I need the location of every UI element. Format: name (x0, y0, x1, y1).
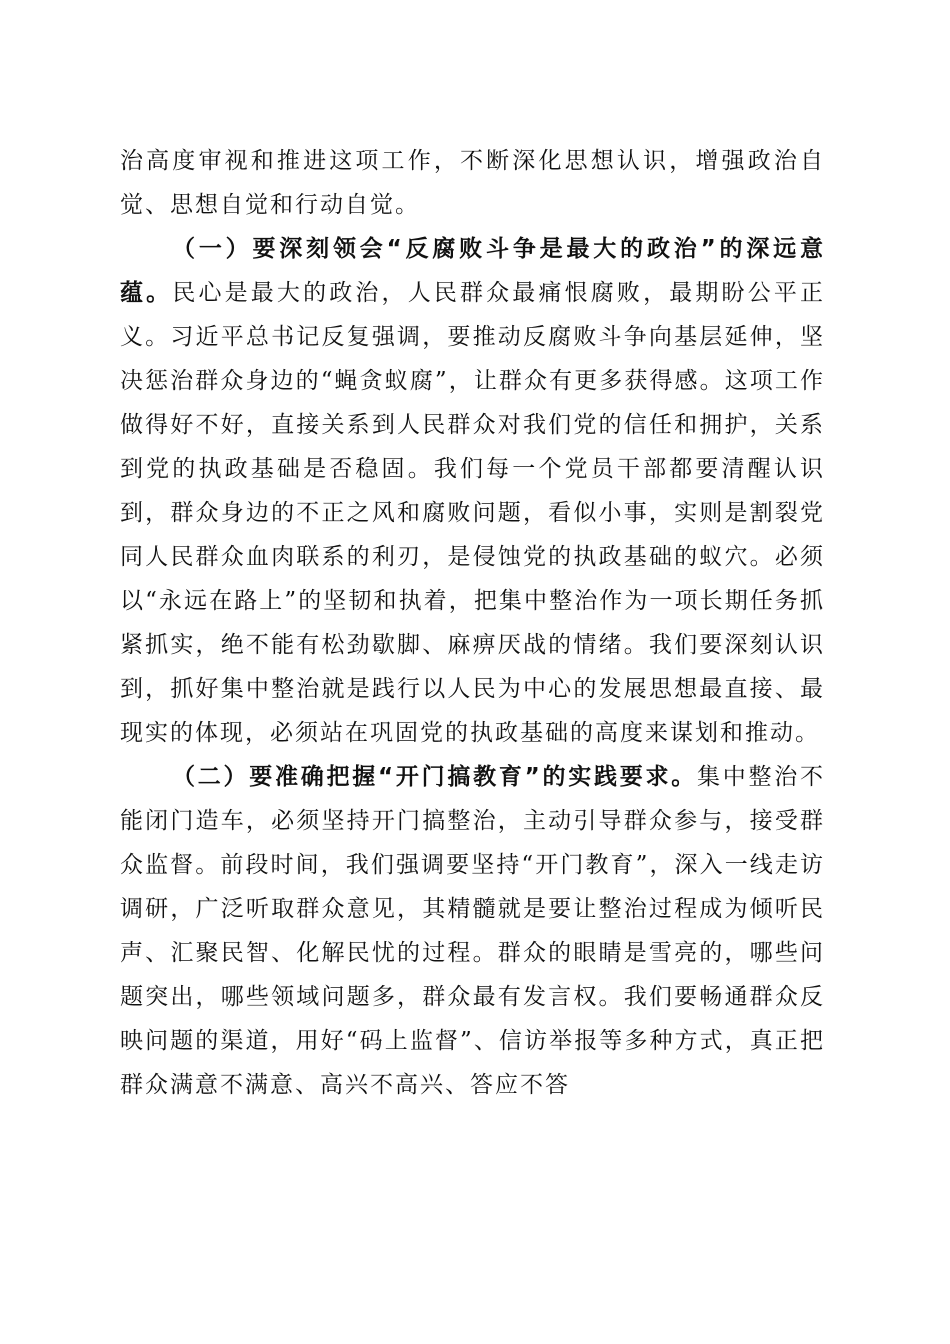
section-heading: （一）要深刻领会“反腐败斗争是最大的政治”的深远意蕴。 (120, 236, 825, 306)
paragraph-text: 民心是最大的政治，人民群众最痛恨腐败，最期盼公平正义。习近平总书记反复强调，要推动反腐败斗争向基层延伸，坚决惩治群众身边的“蝇贪蚁腐”，让群众有更多获得感。这项工作做得好不好，直接关系到人民群众对我们党的信任和拥护，关系到党的执政基础是否稳固。我们每一个党员干部都要清醒认识到，群众身边的不正之风和腐败问题，看似小事，实则是割裂党同人民群众血肉联系的利刃，是侵蚀党的执政基础的蚁穴。必须以“永远在路上”的坚韧和执着，把集中整治作为一项长期任务抓紧抓实，绝不能有松劲歇脚、麻痹厌战的情绪。我们要深刻认识到，抓好集中整治就是践行以人民为中心的发展思想最直接、最现实的体现，必须站在巩固党的执政基础的高度来谋划和推动。 (120, 280, 826, 746)
paragraph-continuation (120, 139, 825, 227)
section-heading: （二）要准确把握“开门搞教育”的实践要求。 (172, 764, 697, 790)
paragraph-section-one (120, 227, 825, 755)
paragraph-section-two (120, 755, 825, 1107)
document-body (120, 139, 825, 1107)
paragraph-text: 集中整治不能闭门造车，必须坚持开门搞整治，主动引导群众参与，接受群众监督。前段时间，我们强调要坚持“开门教育”，深入一线走访调研，广泛听取群众意见，其精髓就是要让整治过程成为倾听民声、汇聚民智、化解民忧的过程。群众的眼睛是雪亮的，哪些问题突出，哪些领域问题多，群众最有发言权。我们要畅通群众反映问题的渠道，用好“码上监督”、信访举报等多种方式，真正把群众满意不满意、高兴不高兴、答应不答 (120, 764, 826, 1098)
paragraph-text: 治高度审视和推进这项工作，不断深化思想认识，增强政治自觉、思想自觉和行动自觉。 (120, 148, 825, 218)
